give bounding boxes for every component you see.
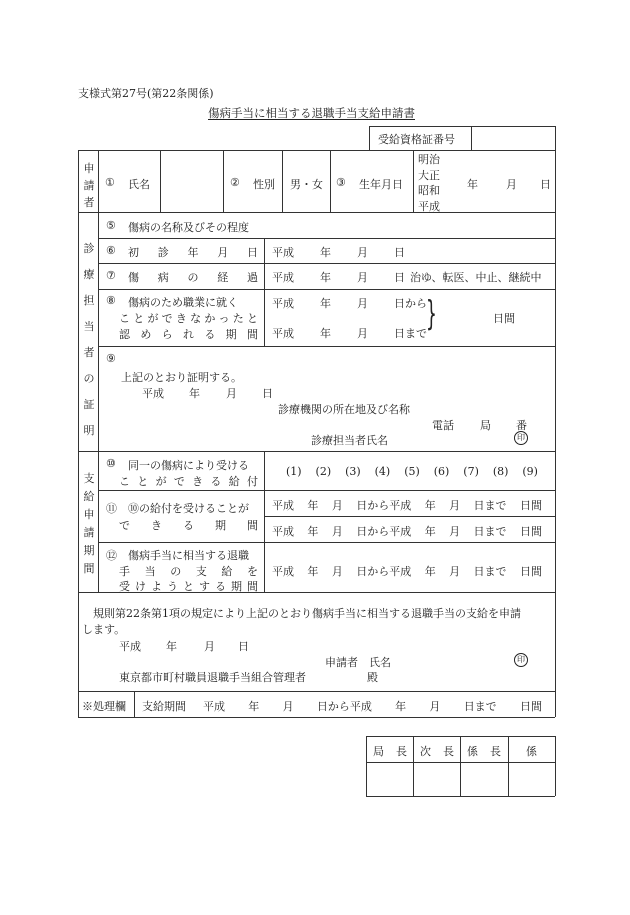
unable-work-label-3: 認 め ら れ る 期 間	[119, 328, 258, 341]
unable-days-unit: 日間	[493, 312, 515, 325]
name-number: ①	[105, 176, 115, 189]
requested-period-label-2: 手 当 の 支 給 を	[119, 565, 258, 578]
approval-header-section-chief: 係 長	[467, 745, 501, 758]
illness-number: ⑤	[106, 219, 116, 232]
approval-stamp-cell[interactable]	[462, 764, 507, 795]
approval-header-staff: 係	[526, 745, 537, 758]
benefit-type-options[interactable]	[286, 465, 538, 478]
addressee-honorific: 殿	[367, 671, 378, 684]
certification-era: 平成	[142, 387, 164, 400]
benefit-option[interactable]: (4)	[374, 465, 391, 478]
birth-number: ③	[336, 176, 346, 189]
unable-to-month: 月	[357, 327, 368, 340]
benefit-option[interactable]: (6)	[433, 465, 450, 478]
declaration-month: 月	[204, 640, 215, 653]
unable-work-label-1: 傷病のため職業に就く	[128, 296, 238, 309]
benefit-period-label-1: ⑩の給付を受けることが	[128, 502, 249, 515]
progress-number: ⑦	[106, 269, 116, 282]
declaration-applicant-label: 申請者 氏名	[325, 656, 391, 669]
right-brace-icon: }	[426, 294, 437, 334]
first-visit-month: 月	[357, 246, 368, 259]
approval-stamp-cell[interactable]	[415, 764, 459, 795]
declaration-text-2: します。	[82, 623, 126, 636]
era-heisei[interactable]: 平成	[418, 199, 440, 213]
phone-label: 電話	[432, 419, 454, 432]
benefit-period-label-2: で き る 期 間	[119, 519, 258, 532]
unable-work-label-2: こ と が で き な か っ た と	[119, 312, 258, 325]
certification-text: 上記のとおり証明する。	[121, 371, 242, 384]
progress-year: 年	[320, 271, 331, 284]
seal-icon: 印	[514, 653, 528, 667]
processing-label: ※処理欄	[82, 700, 126, 713]
first-visit-number: ⑥	[106, 244, 116, 257]
unable-from-era: 平成	[272, 297, 294, 310]
birth-month-unit: 月	[506, 178, 517, 191]
unable-from-month: 月	[357, 297, 368, 310]
progress-month: 月	[357, 271, 368, 284]
birth-year-unit: 年	[467, 178, 478, 191]
processing-period-row: 平成 年 月 日から平成 年 月 日まで 日間	[203, 700, 542, 713]
first-visit-year: 年	[320, 246, 331, 259]
phone-exchange-unit: 局	[480, 419, 491, 432]
approval-header-bureau-chief: 局 長	[373, 745, 407, 758]
approval-stamp-cell[interactable]	[510, 764, 554, 795]
processing-period-label: 支給期間	[142, 700, 186, 713]
other-benefit-label-1: 同一の傷病により受ける	[128, 459, 249, 472]
declaration-era: 平成	[119, 640, 141, 653]
progress-day: 日	[394, 271, 405, 284]
first-visit-label: 初 診 年 月 日	[128, 246, 258, 259]
addressee: 東京都市町村職員退職手当組合管理者	[119, 671, 306, 684]
form-number: 支様式第27号(第22条関係)	[78, 87, 214, 100]
declaration-text-1: 規則第22条第1項の規定により上記のとおり傷病手当に相当する退職手当の支給を申請	[93, 607, 521, 620]
other-benefit-label-2: こ と が で き る 給 付	[119, 475, 258, 488]
era-meiji[interactable]: 明治	[418, 153, 440, 166]
certification-month: 月	[226, 387, 237, 400]
certification-day: 日	[262, 387, 273, 400]
first-visit-day: 日	[394, 246, 405, 259]
benefit-period-row-2: 平成 年 月 日から平成 年 月 日まで 日間	[272, 525, 542, 538]
gender-label: 性別	[253, 178, 275, 191]
name-label: 氏名	[128, 178, 150, 191]
other-benefit-number: ⑩	[106, 457, 116, 470]
benefit-period-number: ⑪	[106, 502, 117, 515]
requested-period-number: ⑫	[106, 549, 117, 562]
illness-label: 傷病の名称及びその程度	[128, 221, 249, 234]
benefit-option[interactable]: (8)	[492, 465, 509, 478]
unable-to-day: 日まで	[394, 327, 427, 340]
birth-day-unit: 日	[540, 178, 551, 191]
declaration-year: 年	[166, 640, 177, 653]
approval-stamp-cell[interactable]	[368, 764, 412, 795]
requested-period-label-3: 受 け よ う と す る 期 間	[119, 580, 258, 593]
benefit-option[interactable]: (9)	[522, 465, 538, 478]
unable-from-year: 年	[320, 297, 331, 310]
form-title: 傷病手当に相当する退職手当支給申請書	[208, 106, 415, 120]
gender-number: ②	[230, 176, 240, 189]
unable-work-number: ⑧	[106, 294, 116, 307]
era-showa[interactable]: 昭和	[418, 184, 440, 197]
unable-to-year: 年	[320, 327, 331, 340]
benefit-option[interactable]: (7)	[463, 465, 479, 478]
first-visit-era: 平成	[272, 246, 294, 259]
unable-from-day: 日から	[394, 297, 427, 310]
benefit-option[interactable]: (1)	[286, 465, 302, 478]
progress-label: 傷 病 の 経 過	[128, 271, 258, 284]
illness-field[interactable]	[268, 214, 552, 236]
approval-header-deputy-chief: 次 長	[420, 745, 454, 758]
birth-label: 生年月日	[359, 178, 403, 191]
seal-icon: 印	[514, 431, 528, 445]
gender-options[interactable]: 男・女	[290, 178, 323, 191]
era-taisho[interactable]: 大正	[418, 168, 440, 182]
declaration-day: 日	[238, 640, 249, 653]
benefit-section-label: 支 給 申 請 期 間	[83, 472, 95, 575]
name-field[interactable]	[162, 152, 221, 210]
unable-to-era: 平成	[272, 327, 294, 340]
era-list[interactable]	[418, 152, 440, 214]
certification-year: 年	[189, 387, 200, 400]
receipt-number-field[interactable]	[474, 128, 552, 148]
doctor-section-label: 診 療 担 当 者 の 証 明	[83, 242, 95, 437]
certification-number: ⑨	[106, 352, 116, 365]
receipt-number-label: 受給資格証番号	[378, 133, 455, 146]
applicant-section-label: 申 請 者	[83, 162, 95, 210]
requested-period-label-1: 傷病手当に相当する退職	[128, 549, 249, 562]
benefit-period-row-1: 平成 年 月 日から平成 年 月 日まで 日間	[272, 499, 542, 512]
clinic-address-label: 診療機関の所在地及び名称	[278, 403, 410, 416]
progress-outcome[interactable]: 治ゆ、転医、中止、継続中	[410, 271, 542, 284]
progress-era: 平成	[272, 271, 294, 284]
doctor-name-label: 診療担当者氏名	[311, 434, 388, 447]
benefit-option[interactable]: (5)	[404, 465, 420, 478]
benefit-option[interactable]: (2)	[315, 465, 332, 478]
phone-number-unit: 番	[516, 419, 527, 432]
requested-period-row: 平成 年 月 日から平成 年 月 日まで 日間	[272, 565, 542, 578]
benefit-option[interactable]: (3)	[345, 465, 361, 478]
